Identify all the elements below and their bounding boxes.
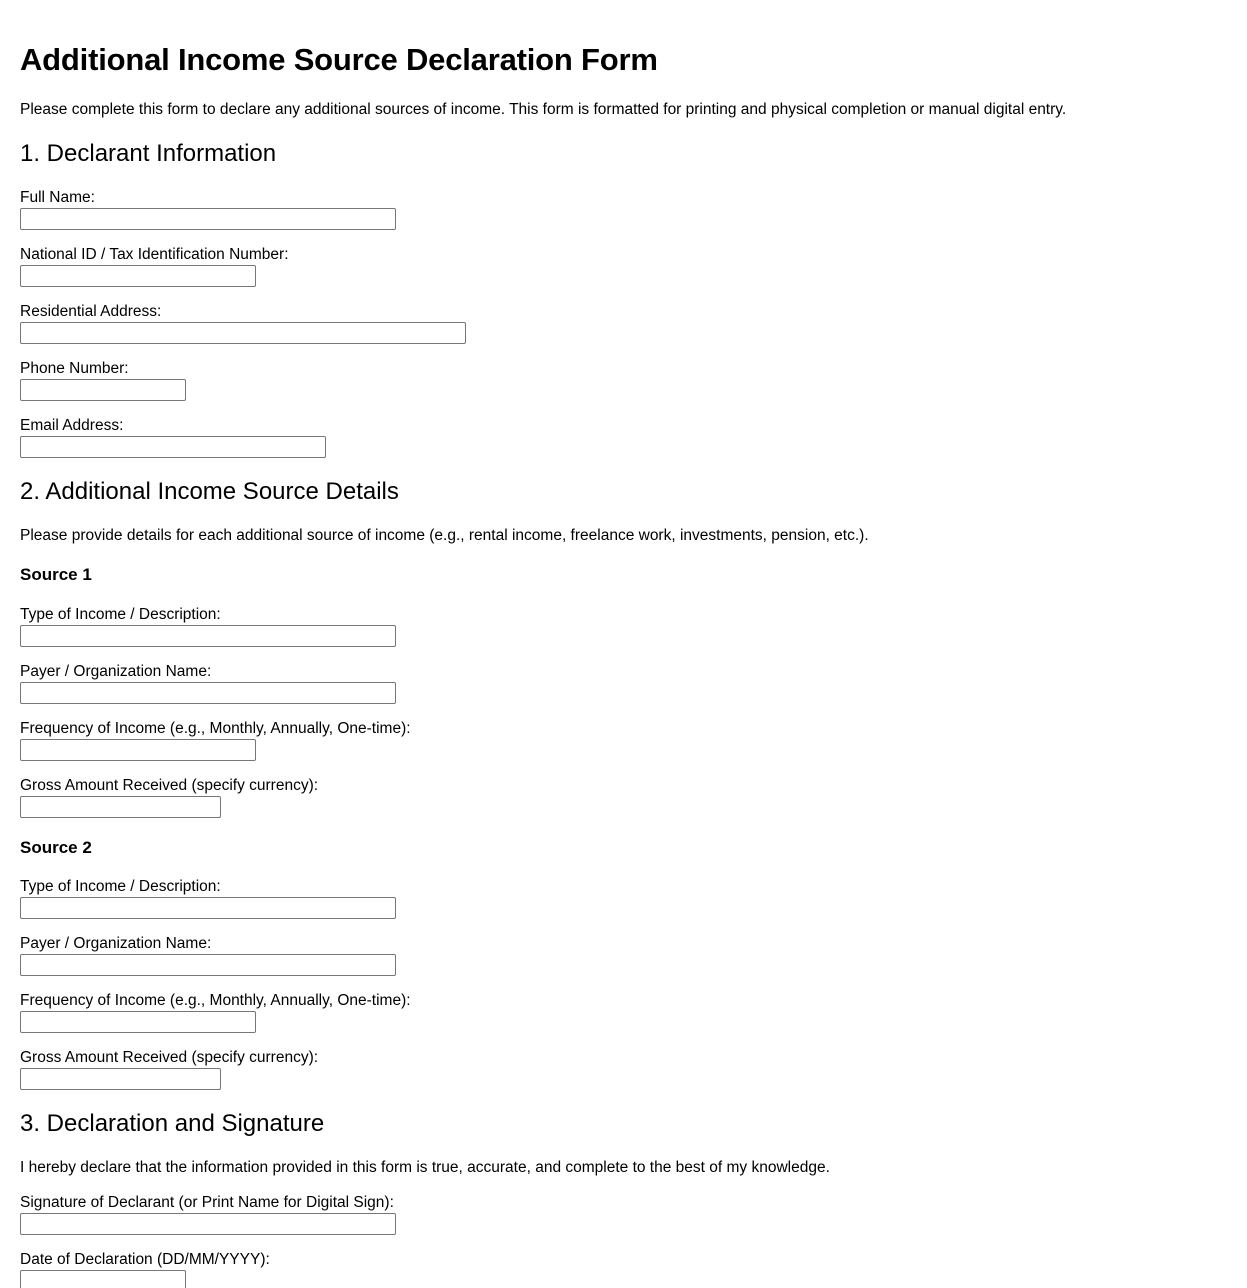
source-2-payer-input[interactable] (20, 954, 396, 976)
section-heading-income-source-details: 2. Additional Income Source Details (20, 478, 399, 505)
income-source-description: Please provide details for each additional source of income (e.g., rental income, freelance work, investments, pension, etc.). (20, 527, 869, 544)
signature-input[interactable] (20, 1213, 396, 1235)
source-1-payer-input[interactable] (20, 682, 396, 704)
national-id-input[interactable] (20, 265, 256, 287)
phone-number-label: Phone Number: (20, 360, 129, 377)
source-2-frequency-input[interactable] (20, 1011, 256, 1033)
full-name-label: Full Name: (20, 189, 95, 206)
source-1-frequency-input[interactable] (20, 739, 256, 761)
signature-label: Signature of Declarant (or Print Name for Digital Sign): (20, 1194, 394, 1211)
full-name-input[interactable] (20, 208, 396, 230)
source-2-frequency-label: Frequency of Income (e.g., Monthly, Annually, One-time): (20, 992, 411, 1009)
declaration-date-input[interactable] (20, 1270, 186, 1288)
section-heading-declarant-information: 1. Declarant Information (20, 140, 277, 167)
source-2-amount-label: Gross Amount Received (specify currency): (20, 1049, 319, 1066)
source-1-frequency-label: Frequency of Income (e.g., Monthly, Annually, One-time): (20, 720, 411, 737)
declaration-date-label: Date of Declaration (DD/MM/YYYY): (20, 1251, 270, 1268)
source-1-type-input[interactable] (20, 625, 396, 647)
residential-address-label: Residential Address: (20, 303, 162, 320)
source-2-type-input[interactable] (20, 897, 396, 919)
source-2-payer-label: Payer / Organization Name: (20, 935, 212, 952)
source-1-amount-input[interactable] (20, 796, 221, 818)
source-2-amount-input[interactable] (20, 1068, 221, 1090)
email-address-label: Email Address: (20, 417, 124, 434)
email-address-input[interactable] (20, 436, 326, 458)
form-title: Additional Income Source Declaration Form (20, 42, 658, 77)
source-1-amount-label: Gross Amount Received (specify currency): (20, 777, 319, 794)
section-heading-declaration-signature: 3. Declaration and Signature (20, 1110, 325, 1137)
phone-number-input[interactable] (20, 379, 186, 401)
source-2-type-label: Type of Income / Description: (20, 878, 221, 895)
source-2-heading: Source 2 (20, 838, 92, 857)
source-1-type-label: Type of Income / Description: (20, 606, 221, 623)
declaration-statement: I hereby declare that the information provided in this form is true, accurate, and complete to the best of my knowledge. (20, 1159, 830, 1176)
form-intro: Please complete this form to declare any additional sources of income. This form is formatted for printing and physical completion or manual digital entry. (20, 101, 1067, 118)
source-1-payer-label: Payer / Organization Name: (20, 663, 212, 680)
national-id-label: National ID / Tax Identification Number: (20, 246, 289, 263)
source-1-heading: Source 1 (20, 565, 92, 584)
residential-address-input[interactable] (20, 322, 466, 344)
